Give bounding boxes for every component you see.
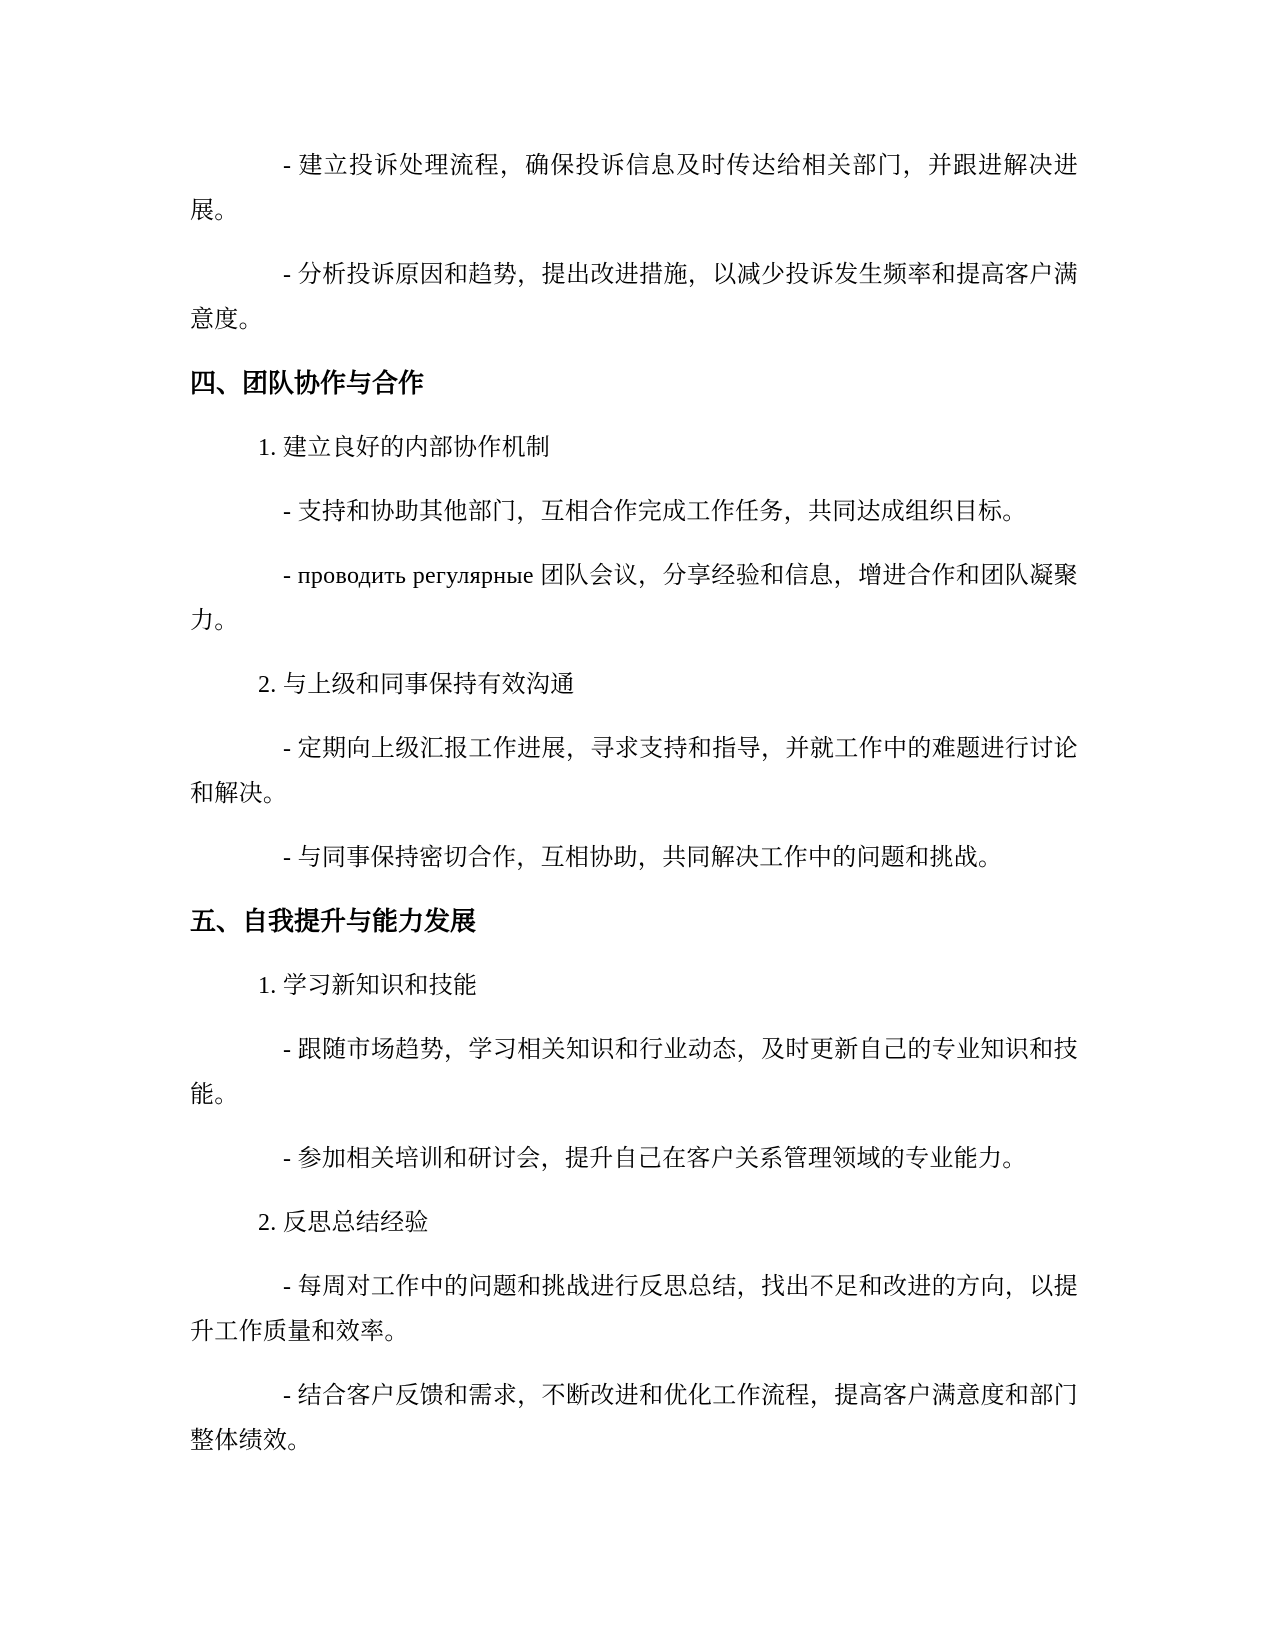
document-body [190, 144, 1078, 1464]
paragraph-complaint-analysis: - 分析投诉原因和趋势，提出改进措施，以减少投诉发生频率和提高客户满意度。 [190, 262, 1078, 333]
paragraph-complaint-process: - 建立投诉处理流程，确保投诉信息及时传达给相关部门，并跟进解决进展。 [190, 153, 1078, 224]
paragraph-cooperate-colleagues: - 与同事保持密切合作，互相协助，共同解决工作中的问题和挑战。 [283, 845, 1003, 871]
list-item-communication: 2. 与上级和同事保持有效沟通 [258, 672, 575, 698]
section-heading-self-improvement: 五、自我提升与能力发展 [190, 907, 477, 937]
paragraph-training: - 参加相关培训和研讨会，提升自己在客户关系管理领域的专业能力。 [283, 1146, 1027, 1172]
section-heading-teamwork: 四、团队协作与合作 [190, 369, 425, 399]
list-item-learn-skills: 1. 学习新知识和技能 [258, 973, 478, 999]
paragraph-team-meetings: - проводить регулярные 团队会议，分享经验和信息，增进合作和团队凝聚力。 [190, 563, 1078, 634]
paragraph-customer-feedback: - 结合客户反馈和需求，不断改进和优化工作流程，提高客户满意度和部门整体绩效。 [190, 1383, 1078, 1454]
paragraph-support-departments: - 支持和协助其他部门，互相合作完成工作任务，共同达成组织目标。 [283, 499, 1027, 525]
list-item-internal-collaboration: 1. 建立良好的内部协作机制 [258, 435, 551, 461]
paragraph-market-trends: - 跟随市场趋势，学习相关知识和行业动态，及时更新自己的专业知识和技能。 [190, 1037, 1078, 1108]
paragraph-weekly-reflection: - 每周对工作中的问题和挑战进行反思总结，找出不足和改进的方向，以提升工作质量和效率。 [190, 1274, 1078, 1345]
list-item-reflection: 2. 反思总结经验 [258, 1210, 429, 1236]
paragraph-report-to-superiors: - 定期向上级汇报工作进展，寻求支持和指导，并就工作中的难题进行讨论和解决。 [190, 736, 1078, 807]
